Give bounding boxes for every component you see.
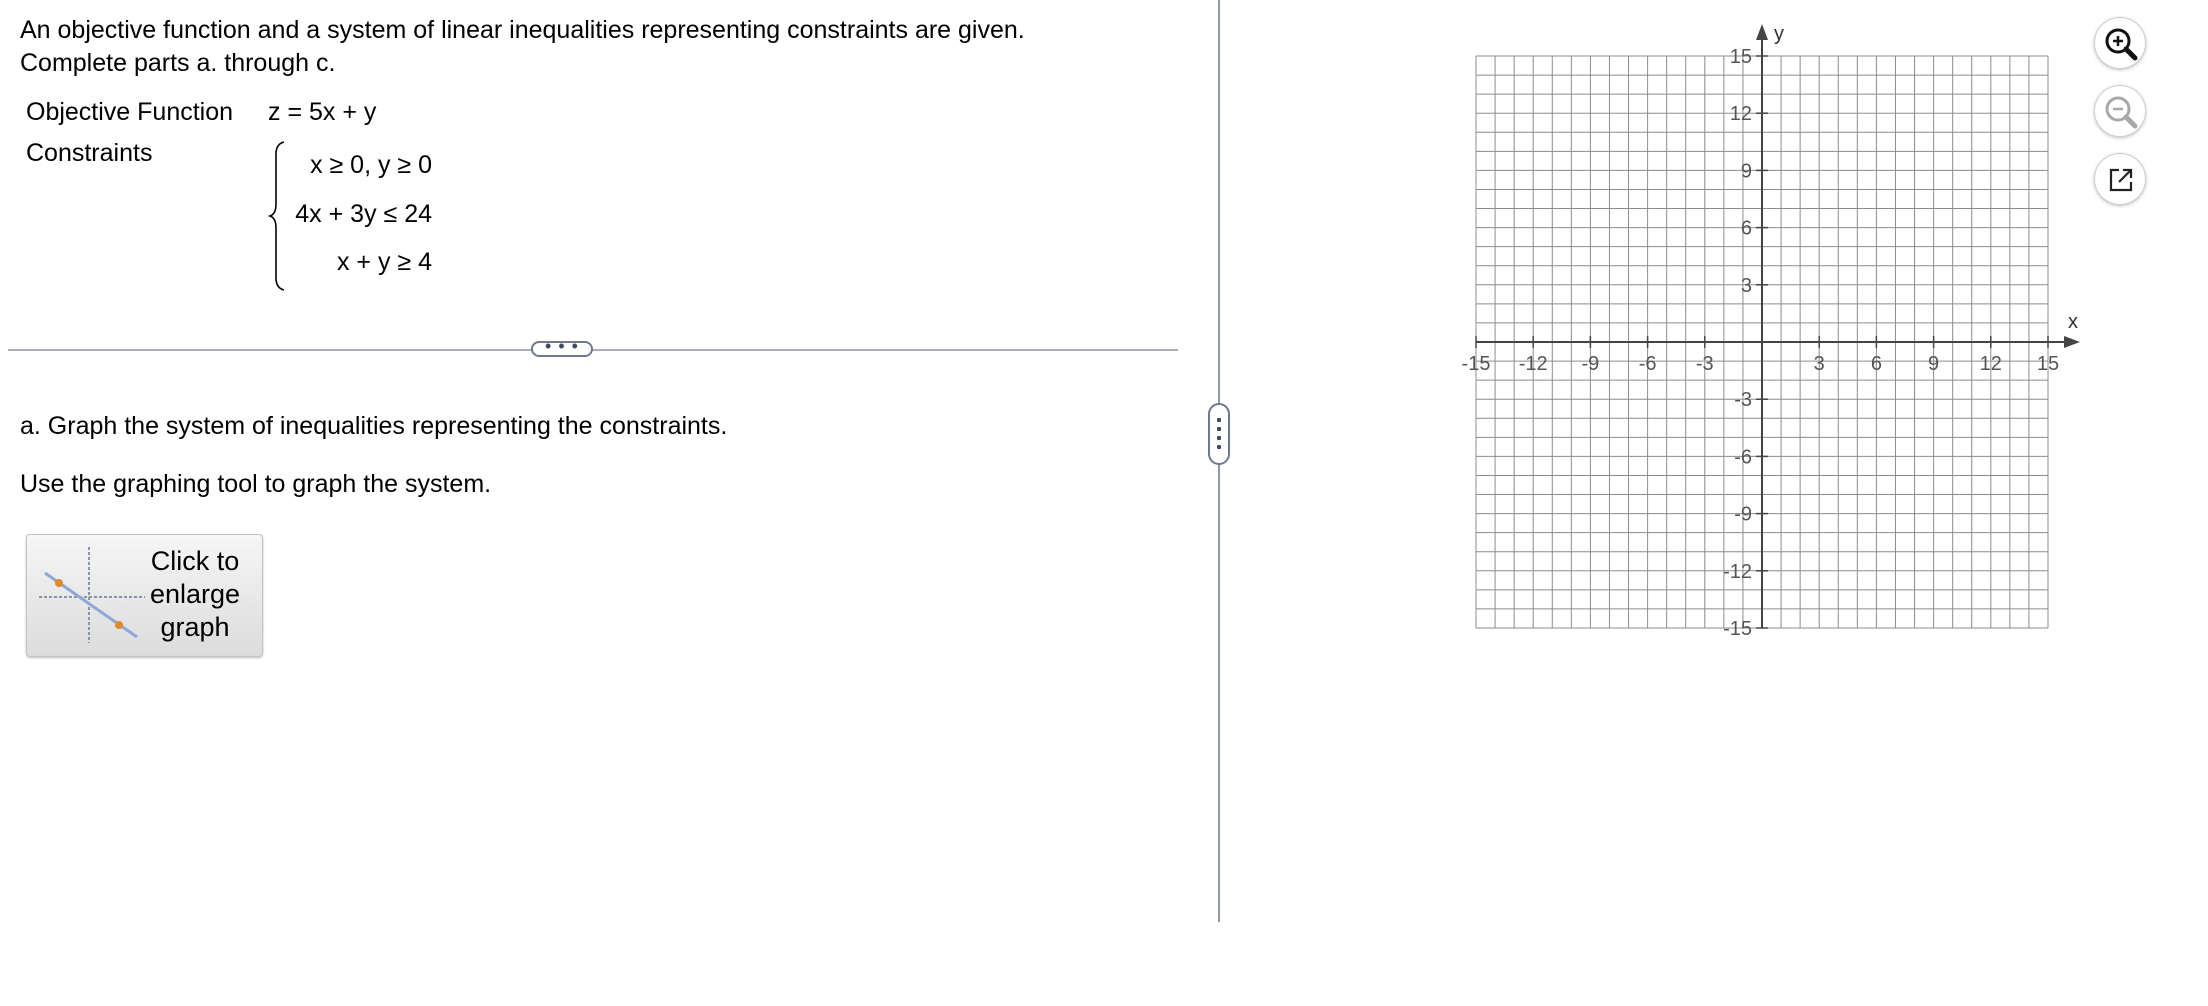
horizontal-divider xyxy=(8,349,1178,351)
x-tick-label: 12 xyxy=(1979,353,2002,375)
y-tick-label: -9 xyxy=(1734,503,1752,526)
y-tick-label: 6 xyxy=(1740,217,1752,240)
y-tick-label: -12 xyxy=(1723,560,1752,583)
x-axis-label: x xyxy=(2068,311,2078,333)
question-intro xyxy=(20,14,1025,80)
objective-function-label: Objective Function xyxy=(26,98,234,126)
y-tick-label: 3 xyxy=(1740,274,1752,297)
axes xyxy=(1476,24,2080,628)
constraint-nonnegativity: x ≥ 0, y ≥ 0 xyxy=(310,151,432,179)
popout-button[interactable] xyxy=(2094,153,2146,205)
x-tick-label: 3 xyxy=(1813,353,1825,375)
zoom-in-button[interactable] xyxy=(2094,17,2146,69)
y-axis-arrow xyxy=(1756,24,1768,40)
zoom-out-icon xyxy=(2095,86,2147,138)
y-tick-label: 12 xyxy=(1729,103,1752,126)
x-tick-label: -3 xyxy=(1695,353,1714,375)
popout-icon xyxy=(2095,154,2147,206)
x-tick-label: -9 xyxy=(1581,353,1600,375)
x-tick-label: -6 xyxy=(1638,353,1657,375)
constraint-upper: 4x + 3y ≤ 24 xyxy=(295,200,432,228)
part-a-instruction: Use the graphing tool to graph the system. xyxy=(20,470,492,498)
enlarge-graph-button[interactable] xyxy=(26,534,263,657)
y-tick-label: -3 xyxy=(1734,389,1752,412)
zoom-in-icon xyxy=(2095,18,2147,70)
x-tick-label: -12 xyxy=(1518,353,1548,375)
y-tick-label: 9 xyxy=(1740,160,1752,183)
pane-resize-handle[interactable] xyxy=(1208,403,1230,465)
constraints-brace xyxy=(268,140,288,292)
question-intro-line-1: An objective function and a system of linear inequalities representing constraints are given. xyxy=(20,16,1025,44)
y-axis-label: y xyxy=(1774,23,1784,45)
zoom-out-button[interactable] xyxy=(2094,85,2146,137)
divider-expand-handle[interactable]: • • • xyxy=(531,341,593,357)
y-tick-label: 15 xyxy=(1729,46,1752,68)
x-tick-label: -15 xyxy=(1461,353,1491,375)
y-tick-label: -6 xyxy=(1734,446,1752,469)
x-tick-label: 9 xyxy=(1928,353,1940,375)
enlarge-graph-label: Click to enlarge graph xyxy=(149,546,241,642)
question-intro-line-2: Complete parts a. through c. xyxy=(20,49,336,77)
x-axis-arrow xyxy=(2064,336,2080,348)
coordinate-grid[interactable] xyxy=(1440,14,2080,654)
x-tick-label: 15 xyxy=(2036,353,2060,375)
constraints-label: Constraints xyxy=(26,139,153,167)
graph-thumbnail-icon xyxy=(37,545,147,645)
objective-function-value: z = 5x + y xyxy=(268,98,377,126)
y-tick-label: -15 xyxy=(1723,618,1752,640)
constraint-lower: x + y ≥ 4 xyxy=(336,248,432,276)
part-a-prompt: a. Graph the system of inequalities representing the constraints. xyxy=(20,412,728,440)
x-tick-label: 6 xyxy=(1870,353,1882,375)
